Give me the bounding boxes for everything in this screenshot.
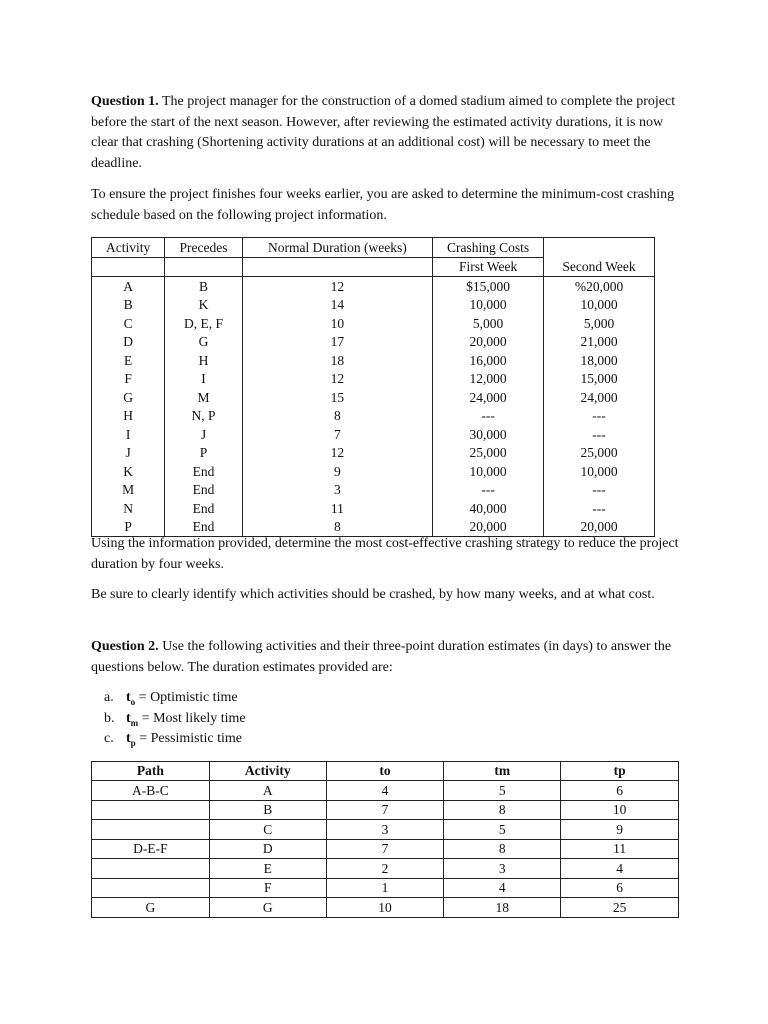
- table-cell: F: [209, 878, 326, 898]
- table-cell: D-E-F: [92, 839, 210, 859]
- table-cell: 8: [242, 518, 432, 537]
- table-cell: 12: [242, 444, 432, 463]
- table-cell: B: [92, 296, 165, 315]
- table-cell: D, E, F: [165, 314, 242, 333]
- table-cell: 7: [326, 800, 444, 820]
- table-cell: 40,000: [433, 499, 544, 518]
- table-cell: I: [165, 370, 242, 389]
- q1-intro-paragraph: [91, 92, 681, 174]
- crashing-table: [91, 237, 655, 537]
- table-cell: 1: [326, 878, 444, 898]
- table-cell: 10: [561, 800, 679, 820]
- table-cell: 6: [561, 781, 679, 801]
- table-cell: 20,000: [544, 518, 655, 537]
- table-row: [92, 425, 655, 444]
- table-cell: E: [209, 859, 326, 879]
- col-path-header: Path: [92, 762, 210, 781]
- table-cell: 10: [242, 314, 432, 333]
- table-cell: 9: [561, 820, 679, 840]
- table-row: [92, 333, 655, 352]
- table-cell: $15,000: [433, 277, 544, 296]
- table-cell: 17: [242, 333, 432, 352]
- table-cell: 10: [326, 898, 444, 918]
- table-row: [92, 898, 679, 918]
- three-point-estimate-table: [91, 761, 679, 918]
- col-activity-header: Activity: [209, 762, 326, 781]
- table-cell: 9: [242, 462, 432, 481]
- table-cell: 3: [444, 859, 561, 879]
- table-cell: ---: [544, 407, 655, 426]
- table-cell: D: [92, 333, 165, 352]
- table-row: [92, 444, 655, 463]
- table-row: [92, 314, 655, 333]
- col-crashing-costs-header: Crashing Costs: [433, 238, 544, 258]
- table-cell: 7: [242, 425, 432, 444]
- table-cell: 10,000: [433, 296, 544, 315]
- table-cell: 5,000: [544, 314, 655, 333]
- table-cell: 4: [326, 781, 444, 801]
- table-cell: 12: [242, 370, 432, 389]
- table-cell: 15: [242, 388, 432, 407]
- table-cell: G: [209, 898, 326, 918]
- table-cell: F: [92, 370, 165, 389]
- table-cell: 12,000: [433, 370, 544, 389]
- crashing-table-body: [92, 277, 655, 537]
- table-row: [92, 499, 655, 518]
- table-cell: 20,000: [433, 518, 544, 537]
- time-estimate-list: [104, 688, 246, 750]
- col-crashing-costs-header-blank: [544, 238, 655, 258]
- crashing-table-header-row: [92, 238, 655, 258]
- table-row: [92, 370, 655, 389]
- col-precedes-header: Precedes: [165, 238, 242, 258]
- table-cell: A: [209, 781, 326, 801]
- table-cell: 8: [444, 800, 561, 820]
- table-cell: 11: [561, 839, 679, 859]
- q1-label: Question 1.: [91, 94, 159, 109]
- table-cell: End: [165, 499, 242, 518]
- table-cell: M: [92, 481, 165, 500]
- table-row: [92, 407, 655, 426]
- list-item: a. $t_o$ = Optimistic time: [104, 690, 238, 707]
- table-row: [92, 800, 679, 820]
- table-cell: [92, 820, 210, 840]
- table-cell: 10,000: [544, 462, 655, 481]
- table-cell: 5: [444, 781, 561, 801]
- table-cell: ---: [544, 481, 655, 500]
- table-cell: G: [92, 388, 165, 407]
- table-cell: I: [92, 425, 165, 444]
- table-cell: 8: [444, 839, 561, 859]
- table-cell: M: [165, 388, 242, 407]
- q1-intro-text: The project manager for the construction of a domed stadium aimed to complete the project before the start of the next season. However, after reviewing the estimated activity durations, it is now clear that crashing (Shortening activity durations at an additional cost) will be necessary to meet the deadline.: [91, 94, 676, 171]
- table-cell: G: [92, 898, 210, 918]
- table-cell: J: [92, 444, 165, 463]
- table-cell: End: [165, 481, 242, 500]
- q1-followup-paragraph: Using the information provided, determine the most cost-effective crashing strategy to reduce the project duration by four weeks.: [91, 536, 679, 572]
- table-cell: 18,000: [544, 351, 655, 370]
- table-cell: K: [92, 462, 165, 481]
- table-row: [92, 481, 655, 500]
- table-cell: P: [165, 444, 242, 463]
- q1-instruction-paragraph: Be sure to clearly identify which activities should be crashed, by how many weeks, and at what cost.: [91, 587, 655, 602]
- table-cell: 25,000: [433, 444, 544, 463]
- table-cell: 18: [444, 898, 561, 918]
- table-cell: 8: [242, 407, 432, 426]
- table-cell: N, P: [165, 407, 242, 426]
- table-cell: 4: [444, 878, 561, 898]
- table-row: [92, 820, 679, 840]
- table-cell: ---: [544, 425, 655, 444]
- table-cell: G: [165, 333, 242, 352]
- table-cell: 6: [561, 878, 679, 898]
- table-cell: [92, 859, 210, 879]
- table-cell: [92, 878, 210, 898]
- table-cell: 24,000: [433, 388, 544, 407]
- table-cell: B: [165, 277, 242, 296]
- table-cell: 2: [326, 859, 444, 879]
- table-row: [92, 351, 655, 370]
- table-row: [92, 296, 655, 315]
- table-cell: 11: [242, 499, 432, 518]
- col-first-week-header: First Week: [433, 257, 544, 277]
- table-cell: 20,000: [433, 333, 544, 352]
- table-cell: [92, 800, 210, 820]
- q2-intro-paragraph: [91, 637, 681, 678]
- table-cell: 24,000: [544, 388, 655, 407]
- table-cell: P: [92, 518, 165, 537]
- table-row: [92, 878, 679, 898]
- col-tm-header: tm: [444, 762, 561, 781]
- table-row: [92, 462, 655, 481]
- table-row: [92, 859, 679, 879]
- table-cell: 7: [326, 839, 444, 859]
- table-cell: A: [92, 277, 165, 296]
- list-item: b. $t_m$ = Most likely time: [104, 710, 246, 728]
- table-cell: C: [209, 820, 326, 840]
- table-row: [92, 388, 655, 407]
- table-cell: 3: [242, 481, 432, 500]
- list-item: c. $t_p$ = Pessimistic time: [104, 731, 242, 748]
- table-cell: 10,000: [544, 296, 655, 315]
- q2-intro-text: Use the following activities and their three-point duration estimates (in days) to answer the questions below. The duration estimates provided are:: [91, 639, 672, 675]
- table-cell: 21,000: [544, 333, 655, 352]
- estimate-table-header-row: [92, 762, 679, 781]
- table-row: [92, 781, 679, 801]
- table-cell: H: [92, 407, 165, 426]
- table-cell: E: [92, 351, 165, 370]
- table-cell: 12: [242, 277, 432, 296]
- table-cell: A-B-C: [92, 781, 210, 801]
- col-activity-header: Activity: [92, 238, 165, 258]
- table-cell: H: [165, 351, 242, 370]
- table-cell: 25: [561, 898, 679, 918]
- table-cell: 3: [326, 820, 444, 840]
- table-cell: 16,000: [433, 351, 544, 370]
- table-cell: %20,000: [544, 277, 655, 296]
- table-cell: B: [209, 800, 326, 820]
- table-cell: 10,000: [433, 462, 544, 481]
- table-cell: ---: [433, 481, 544, 500]
- table-row: [92, 277, 655, 296]
- table-cell: 25,000: [544, 444, 655, 463]
- table-cell: ---: [433, 407, 544, 426]
- q1-task-paragraph: To ensure the project finishes four weeks earlier, you are asked to determine the minimum-cost crashing schedule based on the following project information.: [91, 187, 675, 223]
- col-tp-header: tp: [561, 762, 679, 781]
- estimate-table-body: [92, 781, 679, 918]
- table-cell: 30,000: [433, 425, 544, 444]
- table-cell: N: [92, 499, 165, 518]
- table-cell: 15,000: [544, 370, 655, 389]
- table-row: [92, 839, 679, 859]
- table-cell: 14: [242, 296, 432, 315]
- table-cell: End: [165, 518, 242, 537]
- table-cell: 5: [444, 820, 561, 840]
- table-cell: D: [209, 839, 326, 859]
- table-cell: 5,000: [433, 314, 544, 333]
- crashing-table-subheader-row: [92, 257, 655, 277]
- table-cell: End: [165, 462, 242, 481]
- table-cell: C: [92, 314, 165, 333]
- table-cell: 4: [561, 859, 679, 879]
- table-cell: K: [165, 296, 242, 315]
- table-cell: ---: [544, 499, 655, 518]
- col-normal-duration-header: Normal Duration (weeks): [242, 238, 432, 258]
- table-cell: J: [165, 425, 242, 444]
- q2-label: Question 2.: [91, 639, 159, 654]
- col-second-week-header: Second Week: [544, 257, 655, 277]
- col-to-header: to: [326, 762, 444, 781]
- table-cell: 18: [242, 351, 432, 370]
